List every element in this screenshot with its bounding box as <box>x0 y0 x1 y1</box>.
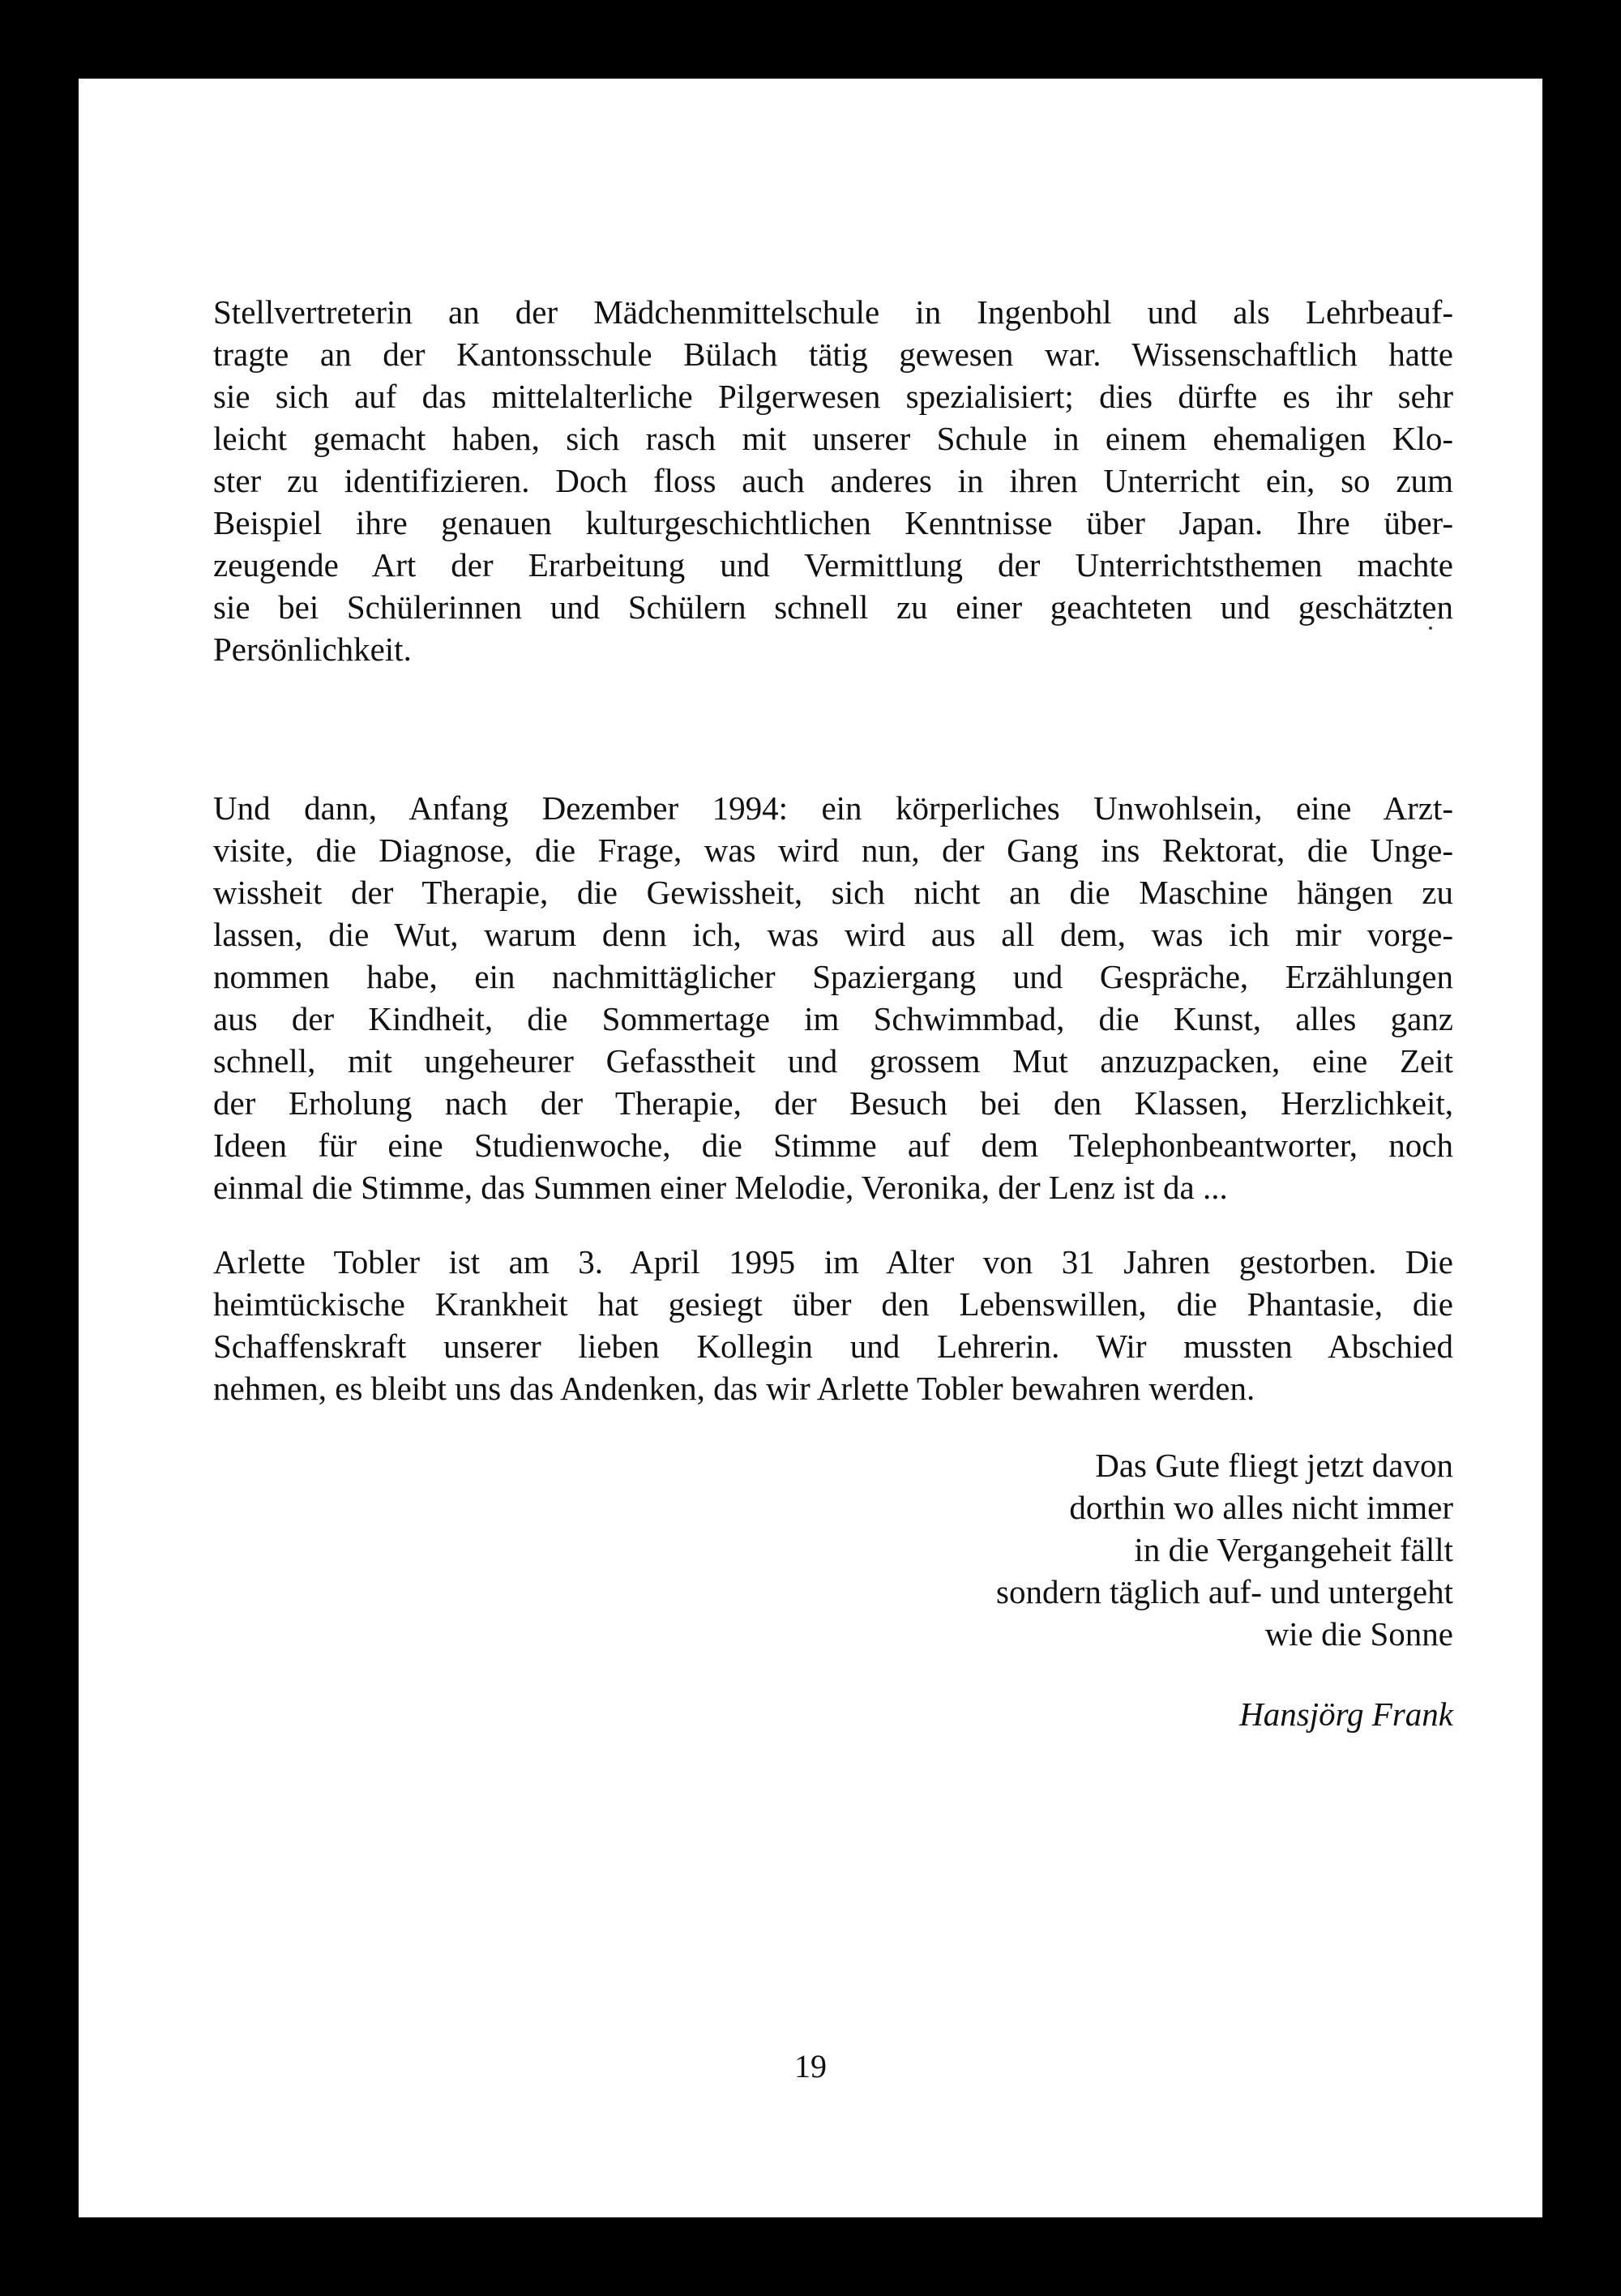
text-line: Stellvertreterin an der Mädchenmittelschule in Ingenbohl und als Lehrbeauf- <box>213 293 1453 331</box>
text-line: lassen, die Wut, warum denn ich, was wird aus all dem, was ich mir vorge- <box>213 916 1453 953</box>
paragraph-1 <box>213 291 1453 670</box>
text-line: Persönlichkeit. <box>213 631 412 668</box>
text-line: einmal die Stimme, das Summen einer Melodie, Veronika, der Lenz ist da ... <box>213 1169 1228 1206</box>
text-line: wissheit der Therapie, die Gewissheit, sich nicht an die Maschine hängen zu <box>213 874 1453 911</box>
text-line: nehmen, es bleibt uns das Andenken, das wir Arlette Tobler bewahren werden. <box>213 1370 1255 1407</box>
text-line: der Erholung nach der Therapie, der Besuch bei den Klassen, Herzlichkeit, <box>213 1084 1453 1122</box>
text-line: visite, die Diagnose, die Frage, was wird nun, der Gang ins Rektorat, die Unge- <box>213 832 1453 869</box>
text-line: sie sich auf das mittelalterliche Pilgerwesen spezialisiert; dies dürfte es ihr sehr <box>213 378 1453 415</box>
scan-speck <box>1429 626 1432 630</box>
text-line: heimtückische Krankheit hat gesiegt über den Lebenswillen, die Phantasie, die <box>213 1285 1453 1323</box>
author-signature: Hansjörg Frank <box>1239 1695 1453 1733</box>
paragraph-3 <box>213 1241 1453 1409</box>
poem-line: dorthin wo alles nicht immer <box>1069 1489 1453 1526</box>
text-line: ster zu identifizieren. Doch floss auch anderes in ihren Unterricht ein, so zum <box>213 462 1453 499</box>
text-line: Beispiel ihre genauen kulturgeschichtlichen Kenntnisse über Japan. Ihre über- <box>213 504 1453 541</box>
page-number: 19 <box>794 2048 827 2084</box>
poem-line: sondern täglich auf- und untergeht <box>996 1573 1453 1610</box>
poem <box>643 1444 1453 1655</box>
text-line: sie bei Schülerinnen und Schülern schnell zu einer geachteten und geschätzten <box>213 588 1453 626</box>
text-line: leicht gemacht haben, sich rasch mit unserer Schule in einem ehemaligen Klo- <box>213 420 1453 457</box>
document-page <box>79 79 1542 2217</box>
text-line: zeugende Art der Erarbeitung und Vermittlung der Unterrichtsthemen machte <box>213 546 1453 584</box>
paragraph-2 <box>213 787 1453 1208</box>
text-line: nommen habe, ein nachmittäglicher Spaziergang und Gespräche, Erzählungen <box>213 958 1453 995</box>
text-line: Und dann, Anfang Dezember 1994: ein körperliches Unwohlsein, eine Arzt- <box>213 789 1453 827</box>
text-line: aus der Kindheit, die Sommertage im Schwimmbad, die Kunst, alles ganz <box>213 1000 1453 1037</box>
poem-line: in die Vergangeheit fällt <box>1134 1531 1453 1568</box>
text-line: tragte an der Kantonsschule Bülach tätig gewesen war. Wissenschaftlich hatte <box>213 336 1453 373</box>
poem-line: Das Gute fliegt jetzt davon <box>1095 1447 1453 1484</box>
poem-line: wie die Sonne <box>1264 1615 1453 1653</box>
text-line: Arlette Tobler ist am 3. April 1995 im Alter von 31 Jahren gestorben. Die <box>213 1243 1453 1281</box>
text-line: schnell, mit ungeheurer Gefasstheit und grossem Mut anzuzpacken, eine Zeit <box>213 1042 1453 1080</box>
text-line: Schaffenskraft unserer lieben Kollegin und Lehrerin. Wir mussten Abschied <box>213 1328 1453 1365</box>
text-line: Ideen für eine Studienwoche, die Stimme auf dem Telephonbeantworter, noch <box>213 1127 1453 1164</box>
